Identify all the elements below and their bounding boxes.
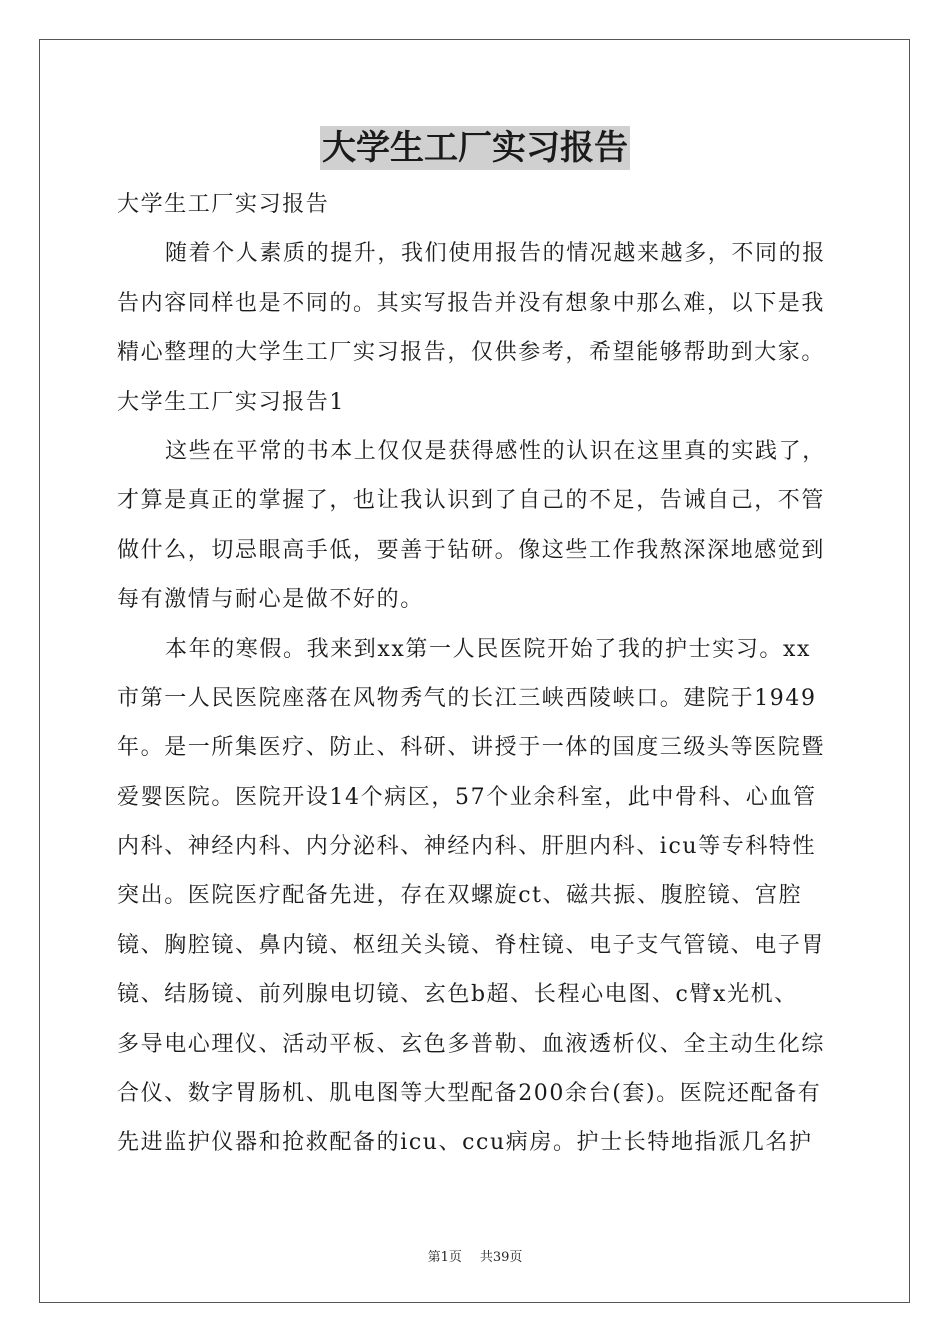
text-line: 多导电心理仪、活动平板、玄色多普勒、血液透析仪、全主动生化综 xyxy=(117,1031,826,1057)
text-line: 每有激情与耐心是做不好的。 xyxy=(117,587,424,613)
title-container xyxy=(0,126,950,170)
text-line: 这些在平常的书本上仅仅是获得感性的认识在这里真的实践了， xyxy=(165,438,826,464)
page-footer xyxy=(0,1246,950,1265)
page-number: 第1页 xyxy=(427,1250,462,1265)
text-line: 随着个人素质的提升，我们使用报告的情况越来越多，不同的报 xyxy=(165,241,826,267)
text-line: 做什么，切忌眼高手低，要善于钻研。像这些工作我熬深深地感觉到 xyxy=(117,537,826,563)
text-line: 爱婴医院。医院开设14个病区，57个业余科室，此中骨科、心血管 xyxy=(117,784,817,810)
text-line: 年。是一所集医疗、防止、科研、讲授于一体的国度三级头等医院暨 xyxy=(117,735,826,761)
text-line: 镜、结肠镜、前列腺电切镜、玄色b超、长程心电图、c臂x光机、 xyxy=(117,982,798,1008)
subtitle-line: 大学生工厂实习报告 xyxy=(117,192,330,217)
page-total: 共39页 xyxy=(479,1250,523,1265)
text-line: 突出。医院医疗配备先进，存在双螺旋ct、磁共振、腹腔镜、宫腔 xyxy=(117,883,803,909)
document-title: 大学生工厂实习报告 xyxy=(322,128,628,168)
text-line: 内科、神经内科、内分泌科、神经内科、肝胆内科、icu等专科特性 xyxy=(117,834,817,860)
text-line: 告内容同样也是不同的。其实写报告并没有想象中那么难，以下是我 xyxy=(117,290,826,316)
text-line: 市第一人民医院座落在风物秀气的长江三峡西陵峡口。建院于1949 xyxy=(117,685,817,711)
section-heading: 大学生工厂实习报告1 xyxy=(117,389,345,415)
text-line: 精心整理的大学生工厂实习报告，仅供参考，希望能够帮助到大家。 xyxy=(117,340,826,366)
text-line: 本年的寒假。我来到xx第一人民医院开始了我的护士实习。xx xyxy=(165,636,812,662)
text-line: 合仪、数字胃肠机、肌电图等大型配备200余台(套)。医院还配备有 xyxy=(117,1081,822,1107)
text-line: 镜、胸腔镜、鼻内镜、枢纽关头镜、脊柱镜、电子支气管镜、电子胃 xyxy=(117,932,826,958)
text-line: 先进监护仪器和抢救配备的icu、ccu病房。护士长特地指派几名护 xyxy=(117,1130,813,1156)
document-body xyxy=(117,180,837,1168)
text-line: 才算是真正的掌握了，也让我认识到了自己的不足，告诫自己，不管 xyxy=(117,488,826,514)
